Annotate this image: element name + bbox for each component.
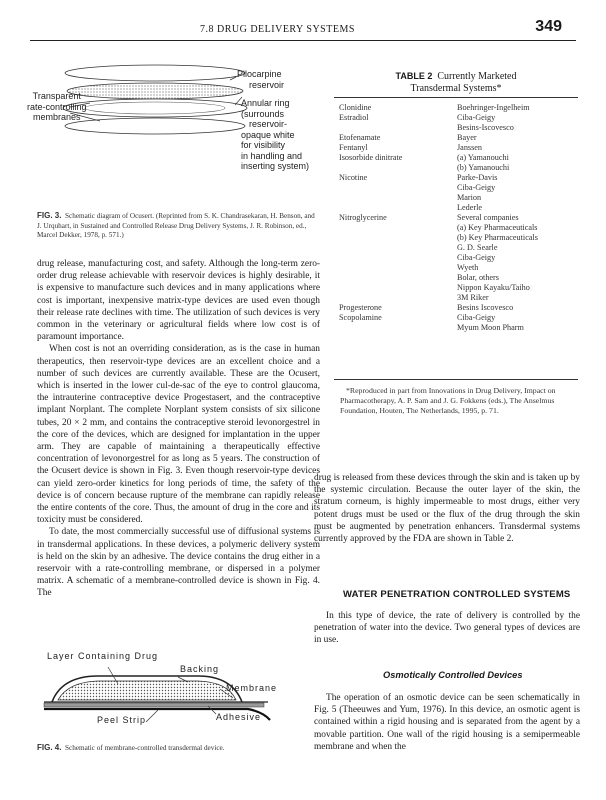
- table-row: Scopolamine Ciba-Geigy Myum Moon Pharm: [339, 313, 524, 332]
- fig3-label-annular-ring: Annular ring (surrounds reservoir- opaque white for visibility in handling and inserting system): [241, 98, 310, 171]
- table-row: Nicotine Parke-Davis Ciba-Geigy Marion Lederle: [339, 173, 498, 212]
- figure-3-caption: FIG. 3. Schematic diagram of Ocusert. (Reprinted from S. K. Chandrasekaran, H. Benson, and J. Urquhart, in Sustained and Controlled Release Drug Delivery Systems, J. R. Robinson, ed., Marcel Dekker, 1978, p. 571.): [37, 211, 315, 239]
- table-2-bottom-rule: [334, 379, 578, 380]
- figure-4-caption: FIG. 4. Schematic of membrane-controlled transdermal device.: [37, 743, 225, 752]
- ocusert-reservoir: [67, 83, 243, 99]
- fig4-label-adhesive: Adhesive: [216, 712, 262, 722]
- left-paragraph-1: drug release, manufacturing cost, and safety. Although the long-term zero-order drug release achievable with reservoir devices is highly desirable, it is expensive to manufacture such devices and in many applications where cost is important, inexpensive matrix-type devices are used even though their release rate declines with time. The utilization of such devices is very common in the veterinary or agricultural fields where low cost is of paramount importance.: [37, 259, 320, 343]
- left-paragraph-3: To date, the most commercially successful use of diffusional systems is in transdermal applications. In these devices, a polymeric delivery system is held on the skin by an adhesive. The device contains the drug either in a reservoir with a rate-controlling membrane, or dispersed in a polymer matrix. A schematic of a membrane-controlled device is shown in Fig. 4. The: [37, 527, 320, 599]
- table-row: Clonidine Boehringer-Ingelheim: [339, 103, 530, 112]
- fig4-label-backing: Backing: [180, 664, 220, 674]
- table-2: [339, 103, 579, 333]
- right-paragraph-2: In this type of device, the rate of delivery is controlled by the penetration of water into the device. Two general types of devices are in use.: [314, 611, 580, 646]
- fig3-label-pilocarpine: Pilocarpine reservoir: [237, 69, 285, 90]
- table-row: Etofenamate Bayer: [339, 133, 477, 142]
- figure-4-diagram: [38, 662, 320, 742]
- drug-layer: [58, 681, 236, 700]
- page-number: 349: [535, 18, 562, 35]
- fig4-label-layer: Layer Containing Drug: [47, 651, 159, 661]
- fig4-label-membrane: Membrane: [226, 683, 278, 693]
- fig4-label-peel-strip: Peel Strip: [97, 715, 147, 725]
- table-row: Progesterone Besins Iscovesco: [339, 303, 514, 312]
- table-row: Fentanyl Janssen: [339, 143, 483, 152]
- right-paragraph-1: drug is released from these devices through the skin and is taken up by the systemic circulation. Because the outer layer of the skin, the stratum corneum, is highly impermeable to most drugs, either very potent drugs must be used or the flux of the drug through the skin must be augmented by penetration enhancers. Transdermal systems currently approved by the FDA are shown in Table 2.: [314, 473, 580, 545]
- table-2-top-rule: [334, 97, 578, 98]
- adhesive-layer: [44, 703, 264, 707]
- table-row: Nitroglycerine Several companies (a) Key Pharmaceuticals (b) Key Pharmaceuticals G. D. Searle Ciba-Geigy Wyeth Bolar, others Nippon Kayaku/Taiho 3M Riker: [339, 213, 538, 302]
- ocusert-top-membrane: [65, 65, 245, 81]
- section-heading: WATER PENETRATION CONTROLLED SYSTEMS: [343, 589, 571, 600]
- ocusert-bottom-membrane: [65, 118, 245, 134]
- table-row: Estradiol Ciba-Geigy Besins-Iscovesco: [339, 113, 514, 132]
- fig3-label-membranes: Transparent rate-controlling membranes: [27, 91, 87, 122]
- left-paragraph-2: When cost is not an overriding consideration, as is the case in human therapeutics, then reservoir-type devices are an excellent choice and a number of such devices are currently available. These are the Ocusert, which is inserted in the lower cul-de-sac of the eye to control glaucoma, the intrauterine contraceptive device Progestasert, and the contraceptive implant Norplant. The complete Norplant system consists of six silicone tubes, 20 × 2 mm, and contains the contraceptive steroid levonorgestrel in the core of the devices, which are designed for implantation in the upper arm. They are capable of maintaining a therapeutically effective concentration of levonorgestrel for as long as 5 years. The construction of the Ocusert device is shown in Fig. 3. Even though reservoir-type devices can yield zero-order kinetics for long periods of time, the safety of the device is of concern because rupture of the membrane can rapidly release the entire contents of the core. Thus, the amount of drug in the core and its toxicity must be considered.: [37, 344, 320, 526]
- header-rule: [30, 40, 576, 41]
- ocusert-annular-ring: [63, 99, 247, 117]
- right-paragraph-3: The operation of an osmotic device can be seen schematically in Fig. 5 (Theeuwes and Yum, 1976). In this device, an osmotic agent is contained within a rigid housing and is separated from the agent by a movable partition. One wall of the rigid housing is a semipermeable membrane and when the: [314, 693, 580, 752]
- subsection-heading: Osmotically Controlled Devices: [383, 670, 523, 680]
- left-column-text: [37, 258, 320, 600]
- running-head: 7.8 DRUG DELIVERY SYSTEMS: [200, 24, 355, 35]
- table-2-title: TABLE 2 Currently Marketed Transdermal Systems*: [395, 71, 517, 94]
- table-2-footnote: *Reproduced in part from Innovations in Drug Delivery, Impact on Pharmacotherapy, A. P. Sam and J. G. Fokkens (eds.), The Anselmus Foundation, Houten, The Netherlands, 1995, p. 71.: [340, 386, 556, 415]
- table-row: Isosorbide dinitrate (a) Yamanouchi (b) Yamanouchi: [339, 153, 510, 172]
